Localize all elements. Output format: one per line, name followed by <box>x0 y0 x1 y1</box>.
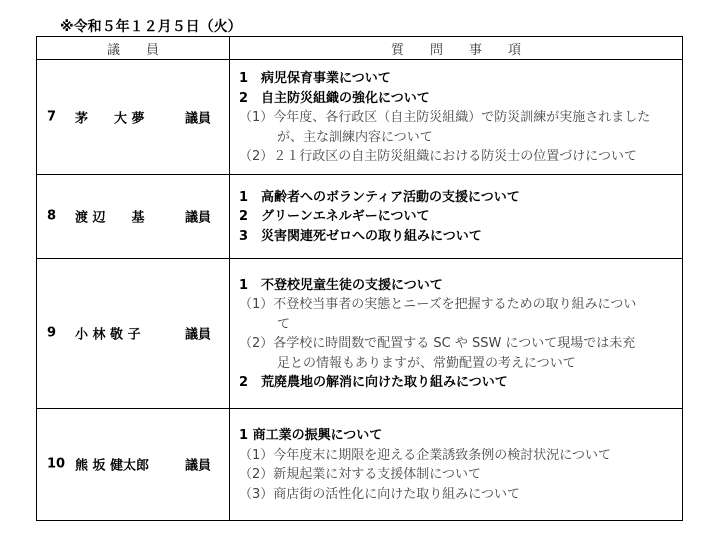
member-cell <box>37 174 230 258</box>
member-column-header: 議 員 <box>37 37 230 60</box>
member-number: 8 <box>47 208 57 224</box>
member-name: 渡 辺 基 <box>75 210 145 226</box>
question-topics-cell <box>230 174 683 258</box>
question-topic: 3 災害関連死ゼロへの取り組みについて <box>239 228 482 244</box>
question-topics-cell <box>230 408 683 520</box>
question-schedule-table <box>36 36 683 521</box>
question-subtopic: （3）商店街の活性化に向けた取り組みについて <box>239 486 521 502</box>
question-topic: 2 荒廃農地の解消に向けた取り組みについて <box>239 375 508 390</box>
question-topic: 1 病児保育事業について <box>239 71 391 86</box>
member-title: 議員 <box>185 210 212 226</box>
question-subtopic: て <box>277 316 291 332</box>
member-title: 議員 <box>185 458 212 474</box>
table-row <box>37 174 683 258</box>
table-header-row <box>37 37 683 60</box>
question-topic: 1 不登校児童生徒の支援について <box>239 277 443 293</box>
table-row <box>37 258 683 408</box>
member-number: 9 <box>47 325 57 341</box>
table-row <box>37 408 683 520</box>
question-subtopic: 足との情報もありますが、常勤配置の考えについて <box>277 355 576 371</box>
question-topic: 2 グリーンエネルギーについて <box>239 209 430 225</box>
question-topics-cell <box>230 60 683 175</box>
question-subtopic: （2）２１行政区の自主防災組織における防災士の位置づけについて <box>239 149 638 164</box>
member-number: 10 <box>47 456 66 472</box>
member-title: 議員 <box>185 327 212 343</box>
topic-column-header: 質 問 事 項 <box>230 37 683 60</box>
question-subtopic: （1）不登校当事者の実態とニーズを把握するための取り組みについ <box>239 297 637 312</box>
question-topics-cell <box>230 258 683 408</box>
question-subtopic: （2）各学校に時間数で配置する SC や SSW について現場では未充 <box>239 336 636 351</box>
question-subtopic: （2）新規起業に対する支援体制について <box>239 467 482 482</box>
member-name: 茅 大 夢 <box>75 111 145 127</box>
member-name: 小 林 敬 子 <box>75 327 141 343</box>
member-name: 熊 坂 健太郎 <box>75 458 150 474</box>
member-number: 7 <box>47 109 57 125</box>
member-cell <box>37 408 230 520</box>
question-subtopic: （1）今年度、各行政区（自主防災組織）で防災訓練が実施されました <box>239 110 651 125</box>
meeting-date: ※令和５年１２月５日（火） <box>60 19 242 35</box>
question-topic: 2 自主防災組織の強化について <box>239 90 430 106</box>
member-cell <box>37 60 230 175</box>
question-subtopic: が、主な訓練内容について <box>277 129 433 145</box>
member-title: 議員 <box>185 111 212 127</box>
member-cell <box>37 258 230 408</box>
table-row <box>37 60 683 175</box>
question-subtopic: （1）今年度末に期限を迎える企業誘致条例の検討状況について <box>239 447 612 463</box>
question-topic: 1 高齢者へのボランティア活動の支援について <box>239 189 520 205</box>
question-topic: 1 商工業の振興について <box>239 428 383 443</box>
